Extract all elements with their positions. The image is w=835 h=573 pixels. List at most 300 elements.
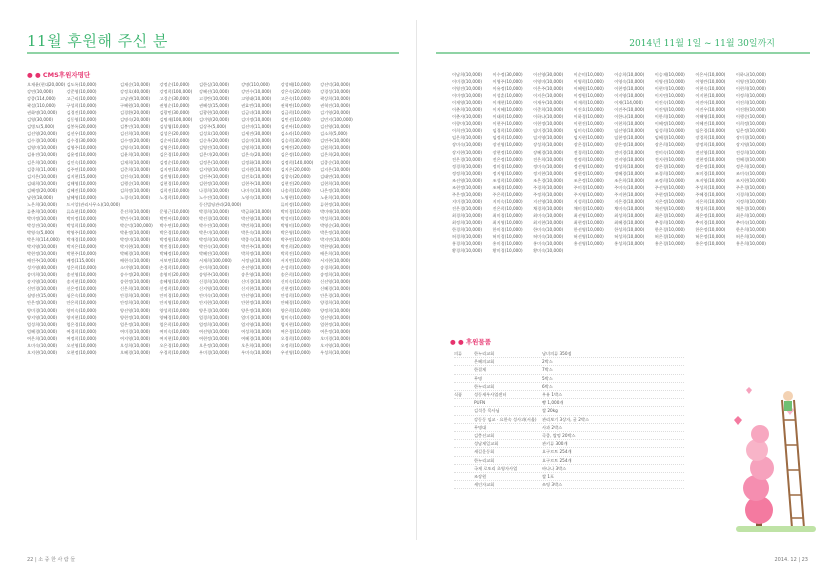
donor-entry: 강정호(40,000) [120,89,151,95]
donor-entry: 양지영(10,000) [27,314,58,320]
donor-entry: 허미경(10,000) [492,234,523,240]
donor-entry: 서재희(100,000) [198,258,232,264]
donor-entry: 김인숙(10,000) [66,159,97,165]
donor-entry: 김종순(10,000) [320,159,351,165]
donor-entry: 이현희(10,000) [614,121,645,127]
donor-entry: 김현정(10,000) [198,180,229,186]
donor-entry [360,271,399,278]
donor-entry: 김봉인(10,000) [120,124,151,130]
donor-entry: 김순옥(20,000) [198,138,229,144]
donor-entry: 양경희(10,000) [320,300,351,306]
donor-entry: 양은희(10,000) [280,307,311,313]
donor-entry: 전지영(10,000) [614,156,645,162]
goods-item: 7박스 [542,367,553,373]
donor-entry [241,201,280,208]
donor-entry: 배은희(10,000) [320,251,351,257]
donor-entry: 이한나(10,000) [614,114,645,120]
donor-entry: 신지영(10,000) [198,286,229,292]
donor-entry: 정미숙(10,000) [533,163,564,169]
donor-entry [360,215,399,222]
donor-entry: 이춘희(10,000) [452,107,483,113]
donor-entry: 이혜진(10,000) [695,121,726,127]
donor-entry [120,201,159,208]
donor-entry: 이성훈(10,000) [492,93,523,99]
donor-entry: 주미경(10,000) [573,184,604,190]
donor-entry: 김기영(20,000) [320,110,351,116]
donor-entry: 김순아(10,000) [159,138,190,144]
donor-entry: 이진우(10,000) [695,107,726,113]
donor-entry: 오은경(10,000) [159,342,190,348]
donor-entry [360,95,399,102]
section-heading-cms [27,70,90,79]
donor-entry: 김지은(10,000) [27,173,58,179]
donor-entry: 김혜정(20,000) [27,187,58,193]
donor-entry: 임은정(10,000) [735,128,766,134]
left-page [0,0,417,573]
donor-entry: 문선희(10,000) [120,208,151,214]
donor-entry [360,307,399,314]
donor-entry: 이재영(10,000) [452,100,483,106]
donor-entry: 박진주(10,000) [241,244,272,250]
donor-entry: 강성해(10,000) [280,82,311,87]
donor-entry [776,141,817,148]
donor-entry: 우미숙(10,000) [241,349,272,355]
goods-item: 2박스 [542,359,553,365]
donor-entry: 장혜경(10,000) [533,149,564,155]
donor-entry: 엄혜경(10,000) [27,328,58,334]
donor-entry: 주혜경(10,000) [695,191,726,197]
donor-entry: 서지연(10,000) [280,258,311,264]
donor-entry: 김영주(10,000) [66,145,97,151]
donor-entry: 최혜경(10,000) [614,219,645,225]
donor-entry: 우경희(10,000) [159,349,190,355]
donor-entry: 여성희(10,000) [241,328,272,334]
donor-entry: 김선우(10,000) [66,131,97,137]
donor-entry: 이준희(10,000) [533,107,564,113]
goods-giver: 김석웅 목사님 [474,408,500,414]
donor-entry: 여은희(10,000) [27,335,58,341]
donor-entry [695,247,736,254]
donor-entry: 이지혜(10,000) [492,107,523,113]
donor-entry: 김원희(10,000) [320,145,351,151]
donor-entry: 채미숙(10,000) [614,205,645,211]
page-gutter [416,20,417,540]
donor-entry: 허선영(10,000) [573,234,604,240]
donor-entry: 조정희(10,000) [654,177,685,183]
donor-entry: 엄현정(10,000) [320,321,351,327]
donor-entry: 정성희(10,000) [614,163,645,169]
donor-entry: 김현진(20,000) [280,180,311,186]
donor-entry: 구혜원(10,000) [120,103,151,109]
donor-entry: 지성희(10,000) [573,198,604,204]
donor-entry: 박정미(10,000) [120,237,151,243]
donor-entry: 안미경(10,000) [159,293,190,299]
donor-entry [360,229,399,236]
donor-entry [360,116,399,123]
donor-entry: 이춘자(10,000) [452,114,483,120]
donor-entry: 양현정(10,000) [120,314,151,320]
donor-entry: 주지현(10,000) [614,191,645,197]
donor-entry: 임경희(10,000) [492,128,523,134]
donor-entry: 양미경(10,000) [27,307,58,313]
goods-row [454,432,684,440]
donor-entry: 박영주(10,000) [66,229,97,235]
donor-entry: 정혜경(10,000) [614,170,645,176]
donor-entry: 이영선(10,000) [654,79,685,85]
donor-entry: 박진숙(10,000) [198,244,229,250]
donor-entry: 김은경(10,000) [159,152,190,158]
donor-entry: 권혁진(10,000) [320,103,351,109]
donor-entry: 신선영(10,000) [320,279,351,285]
donor-entry: 최선영(10,000) [573,212,604,218]
donor-entry: 김민지(100,000) [320,117,353,123]
donor-entry: 최미숙(10,000) [533,212,564,218]
donor-entry: 이진아(10,000) [695,100,726,106]
donor-entry: 김선아(10,000) [280,124,311,130]
donor-entry: 김지은(20,000) [280,166,311,172]
goods-item: 바나나 3박스 [542,465,567,471]
goods-item: 남녀의류 350점 [542,351,572,356]
footer-right: 2014. 12 | 23 [774,557,808,563]
donor-entry: 최은희(10,000) [735,212,766,218]
donor-entry: 손선영(10,000) [241,265,272,271]
donor-entry: 전지현(10,000) [654,156,685,162]
goods-row [454,358,684,366]
donor-entry: 김영은(10,000) [159,145,190,151]
donor-entry: 오미경(10,000) [320,335,351,341]
donor-entry: 이영희(10,000) [573,79,604,85]
donor-entry [360,88,399,95]
donor-entry: 김태희(10,000) [27,180,58,186]
donor-entry: 이하나(10,000) [533,114,564,120]
goods-cat: 의류 [454,351,463,356]
donor-entry: 조은정(10,000) [573,177,604,183]
goods-giver: 새길운동회 [474,449,495,455]
donor-entry: 김도록(10,000) [66,82,97,87]
donor-entry: 정미경(10,000) [492,163,523,169]
donor-entry: 노윤희(10,000) [320,194,351,200]
donor-entry: 이하나(10,000) [735,72,766,77]
donor-entry: 박선경(10,000) [198,215,229,221]
donor-entry: 문형근(10,000) [159,208,190,214]
goods-cat [454,383,474,390]
donor-entry: 이남희(10,000) [452,72,483,77]
donor-entry: 전은정(10,000) [492,156,523,162]
donor-entry: 김미영(20,000) [198,117,229,123]
donor-entry: 박은정(10,000) [320,229,351,235]
donor-entry: 김윤정(10,000) [66,152,97,158]
donor-entry: 박은숙(10,000) [241,229,272,235]
donor-entry: 최은경(10,000) [654,212,685,218]
donor-entry: 송영주(10,000) [198,272,229,278]
donor-entry: 장은정(10,000) [614,142,645,148]
donor-list-left [27,81,399,356]
donor-entry: 조경희(10,000) [654,170,685,176]
donor-entry: 임선영(10,000) [614,128,645,134]
donor-entry: 이유정(10,000) [492,86,523,92]
donor-entry: 지은경(10,000) [614,198,645,204]
donor-entry: 강선덕(30,000) [320,82,351,87]
donor-entry: 홍은경(10,000) [654,241,685,247]
donor-entry: 전미경(10,000) [614,149,645,155]
donor-entry: 박혜진(10,000) [198,251,229,257]
goods-giver: 국제 로또리 초영자사업 [474,465,518,471]
donor-entry: 지미숙(10,000) [492,198,523,204]
donor-entry: 이진희(10,000) [735,100,766,106]
donor-entry: 신은정(10,000) [66,286,97,292]
donor-entry [776,233,817,240]
donor-entry: 한미경(10,000) [492,227,523,233]
donor-entry: 박영미(10,000) [280,222,311,228]
donor-entry: 장은희(10,000) [654,142,685,148]
donor-entry: 김수정(20,000) [120,138,151,144]
donor-entry: 강종(114,000) [27,96,56,102]
donor-entry: 진은희(10,000) [492,205,523,211]
donor-entry: 이영진(10,000) [735,79,766,85]
donor-entry: 이진주(10,000) [614,107,645,113]
donor-entry [360,299,399,306]
donor-entry: 김승희(30,000) [280,138,311,144]
donor-entry: 양미숙(10,000) [66,307,97,313]
donor-entry: 노경숙(10,000) [120,194,151,200]
donor-entry: 김세진(30,000) [241,131,272,137]
donor-entry: 고경란(10,000) [198,96,229,102]
donor-entry: 이진환(10,000) [735,107,766,113]
goods-cat [454,432,474,439]
donor-entry: 엄정희(10,000) [198,321,229,327]
donor-entry: 강정순(10,000) [159,82,190,87]
donor-entry: 신혜경(10,000) [320,286,351,292]
donor-entry: 전성희(10,000) [735,149,766,155]
goods-cat [454,407,474,414]
donor-entry: 권영순(10,000) [159,103,190,109]
goods-item: 요구르트 254개 [542,457,572,463]
donor-entry: 박성희(10,000) [320,215,351,221]
goods-item: 쌀 20kg [542,408,558,414]
donor-entry: 안은정(10,000) [27,300,58,306]
donor-entry: 강연수(10,000) [241,89,272,95]
goods-giver: 한누리교회 [474,351,495,356]
donor-entry: 김정희(140,000) [280,159,314,165]
goods-cat [454,399,474,406]
donor-entry: 김진주(10,000) [198,173,229,179]
donor-entry [360,194,399,201]
donor-entry: 서지현(10,000) [320,258,351,264]
donor-entry: 송은희(10,000) [280,272,311,278]
donor-entry: 류효현(10,000) [66,208,97,214]
donor-entry: 노수진(10,000) [198,194,229,200]
donor-entry: 안성희(10,000) [280,293,311,299]
donor-entry [360,314,399,321]
donor-entry: 여정희(10,000) [66,335,97,341]
donor-entry: 임혜경(10,000) [654,135,685,141]
goods-giver: PUFN [474,400,486,406]
donor-entry: 정지현(10,000) [533,170,564,176]
donor-entry: 임은경(10,000) [695,128,726,134]
donor-entry: 성가영(40,000) [27,265,58,271]
donor-entry: 박재경(10,000) [66,237,97,243]
goods-cat: 식품 [454,392,463,398]
goods-item: 쌀 1포 [542,474,555,480]
goods-cat [454,457,474,464]
donor-entry: 주지영(10,000) [573,191,604,197]
donor-entry: 허미숙(10,000) [533,234,564,240]
donor-entry: 박은영(10,000) [280,229,311,235]
donor-entry: 오재윤(현대20,000) [27,82,66,87]
donor-entry: 김은희(20,000) [320,152,351,158]
donor-entry: 김명재(100,000) [159,117,193,123]
donor-entry [360,285,399,292]
donor-entry: 배정(115,000) [66,258,96,264]
donor-entry: 오경희(10,000) [280,335,311,341]
goods-giver: 은혜의교회 [474,359,495,365]
donor-entry: 정선영(10,000) [573,163,604,169]
grass [736,526,816,532]
donor-entry [360,208,399,215]
donor-entry: 조미숙(10,000) [735,170,766,176]
goods-row [454,350,684,358]
donor-entry: 김성호(10,000) [198,131,229,137]
donor-entry: 나송희(10,000) [280,187,311,193]
donor-entry: 정은경(10,000) [654,163,685,169]
donor-entry: 박윤정(10,000) [120,229,151,235]
donor-entry: 오현정(10,000) [66,349,97,355]
donor-entry: 송미희(10,000) [27,272,58,278]
donor-entry: 동신빌딩관리(20,000) [198,201,242,207]
donor-entry [776,163,817,170]
donor-entry: 한미숙(10,000) [533,227,564,233]
donor-entry: 채은경(10,000) [735,205,766,211]
donor-entry [360,166,399,173]
donor-entry: 이재우(10,000) [533,100,564,106]
donor-entry: 이현진(10,000) [573,121,604,127]
period-label: 2014년 11월 1일 ~ 11월 30일까지 [629,39,775,49]
donor-entry: 박민수(10,000) [120,215,151,221]
donor-entry: 여지영(10,000) [120,335,151,341]
donor-entry: 최경희(10,000) [452,212,483,218]
donor-entry: 최정희(10,000) [452,219,483,225]
donor-entry [360,292,399,299]
donor-entry: 김은희(10,000) [27,159,58,165]
donor-entry: 이향미(10,000) [452,121,483,127]
donor-entry: 박성희(10,000) [66,222,97,228]
donor-entry: 허경희(10,000) [452,234,483,240]
donor-entry: 박지현(10,000) [120,244,151,250]
donor-entry: 이재희(10,000) [573,100,604,106]
donor-entry: 송수정(20,000) [120,272,151,278]
donor-entry: 송혜영(10,000) [159,279,190,285]
donor-entry: 이현숙(10,000) [695,86,726,92]
donor-entry: 우미경(10,000) [198,349,229,355]
goods-cat [454,440,474,447]
donor-entry: 장지현(10,000) [452,149,483,155]
donor-entry: 오지영(10,000) [320,342,351,348]
donor-entry: 양은정(10,000) [241,307,272,313]
section-label: CMS후원자명단 [42,71,91,79]
donor-entry [360,173,399,180]
donor-entry: 이현정(10,000) [614,86,645,92]
donor-entry: 김준희(10,000) [120,166,151,172]
donor-entry: 여미경(10,000) [120,328,151,334]
donor-entry: 김주연(10,000) [66,166,97,172]
donor-entry: 엄지영(10,000) [241,321,272,327]
donor-entry: 지미경(10,000) [452,198,483,204]
donor-entry: 임지영(10,000) [533,135,564,141]
donor-entry: 김광현(10,000) [198,110,229,116]
donor-entry [574,247,615,254]
donor-entry: 이희정(10,000) [735,121,766,127]
donor-entry: 전은경(10,000) [452,156,483,162]
donor-entry: 조은경(10,000) [533,177,564,183]
goods-item: 곡종, 쌀엉 20박스 [542,433,576,439]
donor-entry [360,137,399,144]
donor-entry: 김상엽(10,000) [159,124,190,130]
donor-entry: 진은경(10,000) [452,205,483,211]
donor-entry: 이은서(10,000) [695,72,726,77]
donor-entry: 강명(110,000) [241,82,270,87]
donor-entry: 김선영(20,000) [27,131,58,137]
donor-entry [360,109,399,116]
donor-entry: 정은정(10,000) [695,163,726,169]
donor-entry [776,240,817,247]
goods-giver: 한누리교회 [474,457,495,463]
donor-entry: 박은경(10,000) [159,229,190,235]
donor-entry: 여미숙(10,000) [159,328,190,334]
donor-entry: 장미경(10,000) [735,135,766,141]
donor-entry [360,328,399,335]
donor-entry: 강은숙(20,000) [280,89,311,95]
donor-entry: 채성희(10,000) [695,205,726,211]
donor-entry: 박금화(10,000) [241,208,272,214]
donor-entry: 허성희(10,000) [614,234,645,240]
donor-entry: 지정희(10,000) [735,198,766,204]
donor-entry: 박지영(10,000) [27,244,58,250]
donor-entry: 이미경(10,000) [452,79,483,85]
donor-entry: 이수정(30,000) [492,72,523,77]
donor-entry: 류춘희(10,000) [27,208,58,214]
donor-entry: 김수경(10,000) [27,138,58,144]
donor-entry: 이태희(10,000) [492,114,523,120]
goods-giver: 성남제일교회 [474,441,499,447]
donor-entry: 김창숙(20,000) [280,173,311,179]
donor-entry [360,257,399,264]
donor-entry: 나은정(10,000) [320,187,351,193]
donor-entry [776,247,817,254]
donor-entry: 박성진(10,000) [27,222,58,228]
donor-entry: 박영숙(5,000) [27,229,55,235]
donor-entry: 박지연(10,000) [320,237,351,243]
donor-entry: 주현정(10,000) [654,191,685,197]
donor-entry: 이하경(10,000) [573,114,604,120]
donor-entry: 이영진(10,000) [452,86,483,92]
bullet-icon: ● [457,338,464,346]
donor-entry: 안혜경(10,000) [280,300,311,306]
donor-entry: 권화명(10,000) [27,110,58,116]
page-title: 11월 후원해 주신 분 [27,32,168,50]
donor-entry: 임미숙(10,000) [573,128,604,134]
donor-entry: 엄성희(10,000) [27,321,58,327]
donor-entry: 홍미숙(10,000) [533,241,564,247]
donor-entry [736,247,777,254]
donor-entry: 박은희(114,000) [27,237,60,243]
goods-item: 빵 1,000개 [542,400,564,406]
donor-entry [360,342,399,349]
donor-entry: 박선영(10,000) [241,215,272,221]
donor-entry: 송경희(30,000) [320,265,351,271]
donor-entry: 오선영(10,000) [66,342,97,348]
donor-entry [360,81,399,88]
donor-entry: 엄미경(10,000) [241,314,272,320]
